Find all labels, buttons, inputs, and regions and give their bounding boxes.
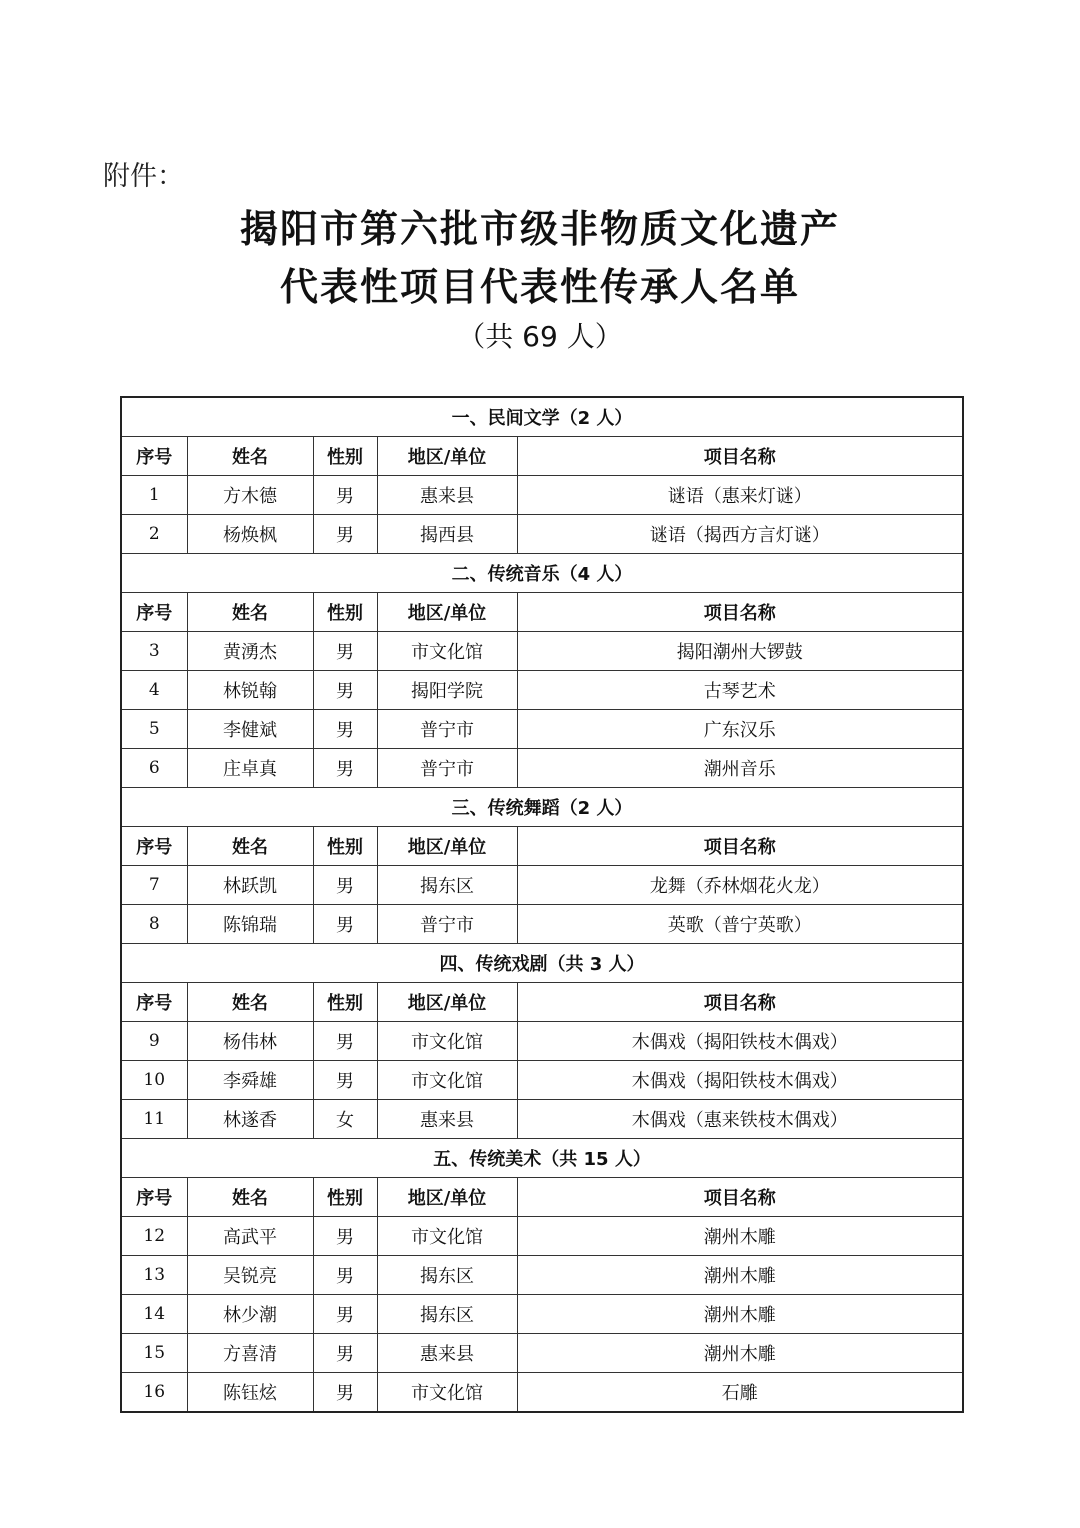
cell-name: 林跃凯 bbox=[187, 866, 313, 905]
cell-project: 潮州木雕 bbox=[517, 1256, 963, 1295]
cell-project: 潮州木雕 bbox=[517, 1217, 963, 1256]
document-title-line-2: 代表性项目代表性传承人名单 bbox=[279, 265, 800, 309]
column-header-row bbox=[121, 437, 963, 476]
table-row bbox=[121, 905, 963, 944]
section-title: 二、传统音乐（4 人） bbox=[121, 554, 963, 593]
cell-name: 高武平 bbox=[187, 1217, 313, 1256]
cell-region: 市文化馆 bbox=[377, 1217, 517, 1256]
table-row bbox=[121, 1256, 963, 1295]
cell-seq: 15 bbox=[121, 1334, 187, 1373]
section-title: 五、传统美术（共 15 人） bbox=[121, 1139, 963, 1178]
cell-gender: 男 bbox=[313, 905, 377, 944]
cell-gender: 男 bbox=[313, 1061, 377, 1100]
attachment-label: 附件： bbox=[103, 161, 184, 192]
cell-gender: 男 bbox=[313, 1334, 377, 1373]
cell-project: 石雕 bbox=[517, 1373, 963, 1413]
column-header-row bbox=[121, 983, 963, 1022]
cell-project: 龙舞（乔林烟花火龙） bbox=[517, 866, 963, 905]
table-row bbox=[121, 476, 963, 515]
cell-region: 惠来县 bbox=[377, 1100, 517, 1139]
column-header-project: 项目名称 bbox=[517, 593, 963, 632]
cell-name: 杨焕枫 bbox=[187, 515, 313, 554]
column-header-region: 地区/单位 bbox=[377, 593, 517, 632]
table-row bbox=[121, 1334, 963, 1373]
column-header-project: 项目名称 bbox=[517, 1178, 963, 1217]
cell-project: 潮州木雕 bbox=[517, 1334, 963, 1373]
cell-region: 惠来县 bbox=[377, 476, 517, 515]
column-header-gender: 性别 bbox=[313, 983, 377, 1022]
section-title-row bbox=[121, 554, 963, 593]
cell-name: 陈钰炫 bbox=[187, 1373, 313, 1413]
cell-seq: 9 bbox=[121, 1022, 187, 1061]
column-header-project: 项目名称 bbox=[517, 827, 963, 866]
section-title: 一、民间文学（2 人） bbox=[121, 397, 963, 437]
table-row bbox=[121, 749, 963, 788]
cell-gender: 男 bbox=[313, 1217, 377, 1256]
table-body bbox=[121, 397, 963, 1412]
table-row bbox=[121, 632, 963, 671]
cell-region: 市文化馆 bbox=[377, 1061, 517, 1100]
cell-project: 木偶戏（揭阳铁枝木偶戏） bbox=[517, 1061, 963, 1100]
cell-gender: 女 bbox=[313, 1100, 377, 1139]
total-count: （共 69 人） bbox=[457, 320, 623, 353]
cell-name: 方木德 bbox=[187, 476, 313, 515]
cell-gender: 男 bbox=[313, 749, 377, 788]
cell-seq: 12 bbox=[121, 1217, 187, 1256]
section-title: 三、传统舞蹈（2 人） bbox=[121, 788, 963, 827]
cell-name: 庄卓真 bbox=[187, 749, 313, 788]
cell-seq: 2 bbox=[121, 515, 187, 554]
cell-name: 杨伟林 bbox=[187, 1022, 313, 1061]
cell-gender: 男 bbox=[313, 632, 377, 671]
table-row bbox=[121, 671, 963, 710]
cell-project: 古琴艺术 bbox=[517, 671, 963, 710]
cell-region: 揭东区 bbox=[377, 866, 517, 905]
cell-region: 市文化馆 bbox=[377, 1022, 517, 1061]
cell-name: 方喜清 bbox=[187, 1334, 313, 1373]
document-title-line-1: 揭阳市第六批市级非物质文化遗产 bbox=[239, 207, 840, 251]
cell-project: 潮州音乐 bbox=[517, 749, 963, 788]
cell-gender: 男 bbox=[313, 710, 377, 749]
column-header-row bbox=[121, 827, 963, 866]
cell-gender: 男 bbox=[313, 1022, 377, 1061]
inheritors-table bbox=[120, 396, 964, 1413]
column-header-seq: 序号 bbox=[121, 983, 187, 1022]
column-header-name: 姓名 bbox=[187, 827, 313, 866]
cell-region: 揭东区 bbox=[377, 1295, 517, 1334]
cell-project: 英歌（普宁英歌） bbox=[517, 905, 963, 944]
column-header-row bbox=[121, 593, 963, 632]
table-row bbox=[121, 1373, 963, 1413]
cell-gender: 男 bbox=[313, 1373, 377, 1413]
column-header-gender: 性别 bbox=[313, 593, 377, 632]
column-header-seq: 序号 bbox=[121, 593, 187, 632]
cell-region: 惠来县 bbox=[377, 1334, 517, 1373]
cell-region: 市文化馆 bbox=[377, 1373, 517, 1413]
cell-region: 普宁市 bbox=[377, 710, 517, 749]
table-row bbox=[121, 1295, 963, 1334]
section-title-row bbox=[121, 397, 963, 437]
cell-name: 黄湧杰 bbox=[187, 632, 313, 671]
column-header-seq: 序号 bbox=[121, 827, 187, 866]
table-row bbox=[121, 866, 963, 905]
cell-name: 林少潮 bbox=[187, 1295, 313, 1334]
column-header-name: 姓名 bbox=[187, 593, 313, 632]
column-header-gender: 性别 bbox=[313, 827, 377, 866]
cell-seq: 11 bbox=[121, 1100, 187, 1139]
cell-seq: 7 bbox=[121, 866, 187, 905]
cell-region: 揭东区 bbox=[377, 1256, 517, 1295]
cell-gender: 男 bbox=[313, 671, 377, 710]
cell-seq: 16 bbox=[121, 1373, 187, 1413]
cell-gender: 男 bbox=[313, 866, 377, 905]
column-header-seq: 序号 bbox=[121, 437, 187, 476]
section-title-row bbox=[121, 788, 963, 827]
cell-name: 李健斌 bbox=[187, 710, 313, 749]
cell-gender: 男 bbox=[313, 1295, 377, 1334]
column-header-seq: 序号 bbox=[121, 1178, 187, 1217]
column-header-project: 项目名称 bbox=[517, 437, 963, 476]
cell-seq: 10 bbox=[121, 1061, 187, 1100]
cell-name: 林锐翰 bbox=[187, 671, 313, 710]
cell-seq: 3 bbox=[121, 632, 187, 671]
table-row bbox=[121, 1100, 963, 1139]
cell-region: 揭西县 bbox=[377, 515, 517, 554]
cell-gender: 男 bbox=[313, 1256, 377, 1295]
column-header-project: 项目名称 bbox=[517, 983, 963, 1022]
cell-name: 李舜雄 bbox=[187, 1061, 313, 1100]
cell-seq: 14 bbox=[121, 1295, 187, 1334]
section-title-row bbox=[121, 1139, 963, 1178]
table-row bbox=[121, 710, 963, 749]
cell-project: 木偶戏（揭阳铁枝木偶戏） bbox=[517, 1022, 963, 1061]
table-row bbox=[121, 1022, 963, 1061]
cell-gender: 男 bbox=[313, 476, 377, 515]
cell-name: 林遂香 bbox=[187, 1100, 313, 1139]
cell-project: 木偶戏（惠来铁枝木偶戏） bbox=[517, 1100, 963, 1139]
column-header-name: 姓名 bbox=[187, 983, 313, 1022]
cell-region: 普宁市 bbox=[377, 905, 517, 944]
table-row bbox=[121, 1061, 963, 1100]
cell-project: 谜语（惠来灯谜） bbox=[517, 476, 963, 515]
cell-region: 普宁市 bbox=[377, 749, 517, 788]
column-header-name: 姓名 bbox=[187, 437, 313, 476]
cell-region: 市文化馆 bbox=[377, 632, 517, 671]
cell-seq: 13 bbox=[121, 1256, 187, 1295]
section-title-row bbox=[121, 944, 963, 983]
cell-name: 吴锐亮 bbox=[187, 1256, 313, 1295]
cell-seq: 1 bbox=[121, 476, 187, 515]
column-header-row bbox=[121, 1178, 963, 1217]
cell-gender: 男 bbox=[313, 515, 377, 554]
table-row bbox=[121, 1217, 963, 1256]
column-header-gender: 性别 bbox=[313, 437, 377, 476]
cell-project: 揭阳潮州大锣鼓 bbox=[517, 632, 963, 671]
cell-seq: 5 bbox=[121, 710, 187, 749]
table-row bbox=[121, 515, 963, 554]
cell-seq: 6 bbox=[121, 749, 187, 788]
cell-seq: 4 bbox=[121, 671, 187, 710]
cell-name: 陈锦瑞 bbox=[187, 905, 313, 944]
column-header-region: 地区/单位 bbox=[377, 1178, 517, 1217]
column-header-region: 地区/单位 bbox=[377, 983, 517, 1022]
cell-project: 广东汉乐 bbox=[517, 710, 963, 749]
cell-project: 潮州木雕 bbox=[517, 1295, 963, 1334]
cell-region: 揭阳学院 bbox=[377, 671, 517, 710]
section-title: 四、传统戏剧（共 3 人） bbox=[121, 944, 963, 983]
cell-seq: 8 bbox=[121, 905, 187, 944]
cell-project: 谜语（揭西方言灯谜） bbox=[517, 515, 963, 554]
column-header-name: 姓名 bbox=[187, 1178, 313, 1217]
column-header-gender: 性别 bbox=[313, 1178, 377, 1217]
column-header-region: 地区/单位 bbox=[377, 827, 517, 866]
column-header-region: 地区/单位 bbox=[377, 437, 517, 476]
